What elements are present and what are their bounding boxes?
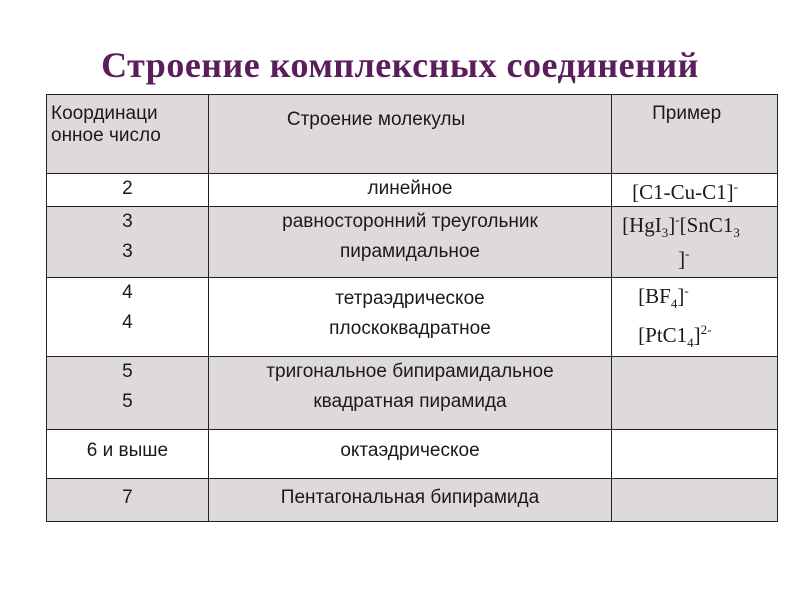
coord-value: 5 — [122, 391, 133, 413]
structure-cell — [208, 357, 611, 430]
structure-cell — [208, 207, 611, 278]
header-coord-line-1: Координаци — [51, 103, 158, 124]
structure-value: Пентагональная бипирамида — [280, 487, 540, 509]
structure-value: пирамидальное — [340, 241, 480, 262]
coord-value: 5 — [122, 361, 133, 383]
header-example-label: Пример — [652, 103, 722, 124]
structure-cell — [208, 278, 611, 357]
table-row — [47, 430, 778, 479]
coord-value: 3 — [122, 241, 133, 262]
table-row — [47, 278, 778, 357]
coord-cell — [47, 278, 209, 357]
coord-value: 4 — [122, 312, 133, 333]
example-cell — [612, 479, 778, 522]
complex-structure-table — [46, 94, 778, 522]
coord-cell — [47, 207, 209, 278]
table-row — [47, 207, 778, 278]
example-formula: [C1-Cu-C1]- — [632, 179, 738, 204]
page-title: Строение комплексных соединений — [101, 45, 699, 85]
structure-value: линейное — [367, 178, 453, 199]
structure-value: равносторонний треугольник — [282, 211, 538, 232]
structure-value: квадратная пирамида — [313, 391, 507, 413]
example-formula-cont: ]- — [678, 246, 690, 272]
header-example — [612, 95, 778, 174]
example-cell — [612, 278, 778, 357]
coord-value: 6 и выше — [86, 440, 169, 462]
header-structure-label: Строение молекулы — [286, 109, 466, 130]
example-formula: $[HgI_3]^-[SnC1_3$ — [622, 212, 740, 241]
structure-cell — [208, 174, 611, 207]
coord-value: 2 — [122, 178, 133, 199]
coord-cell — [47, 430, 209, 479]
header-coord-line-2: онное число — [51, 125, 161, 146]
header-structure — [208, 95, 611, 174]
example-formula: $[PtC1_4]^{2-}$ — [638, 322, 712, 351]
table-row — [47, 479, 778, 522]
structure-value: тетраэдрическое — [335, 288, 485, 309]
table-header-row — [47, 95, 778, 174]
table-row — [47, 174, 778, 207]
coord-cell — [47, 479, 209, 522]
example-cell — [612, 357, 778, 430]
example-cell — [612, 174, 778, 207]
structure-value: октаэдрическое — [340, 440, 480, 462]
example-cell — [612, 207, 778, 278]
table-row — [47, 357, 778, 430]
coord-value: 7 — [122, 487, 133, 509]
structure-cell — [208, 430, 611, 479]
coord-value: 3 — [122, 211, 133, 232]
structure-value: тригональное бипирамидальное — [266, 361, 554, 383]
example-cell — [612, 430, 778, 479]
structure-value: плоскоквадратное — [329, 318, 491, 339]
example-formula: $[BF_4]^-$ — [638, 283, 689, 312]
coord-cell — [47, 174, 209, 207]
structure-cell — [208, 479, 611, 522]
coord-value: 4 — [122, 282, 133, 303]
coord-cell — [47, 357, 209, 430]
header-coordination-number — [47, 95, 209, 174]
